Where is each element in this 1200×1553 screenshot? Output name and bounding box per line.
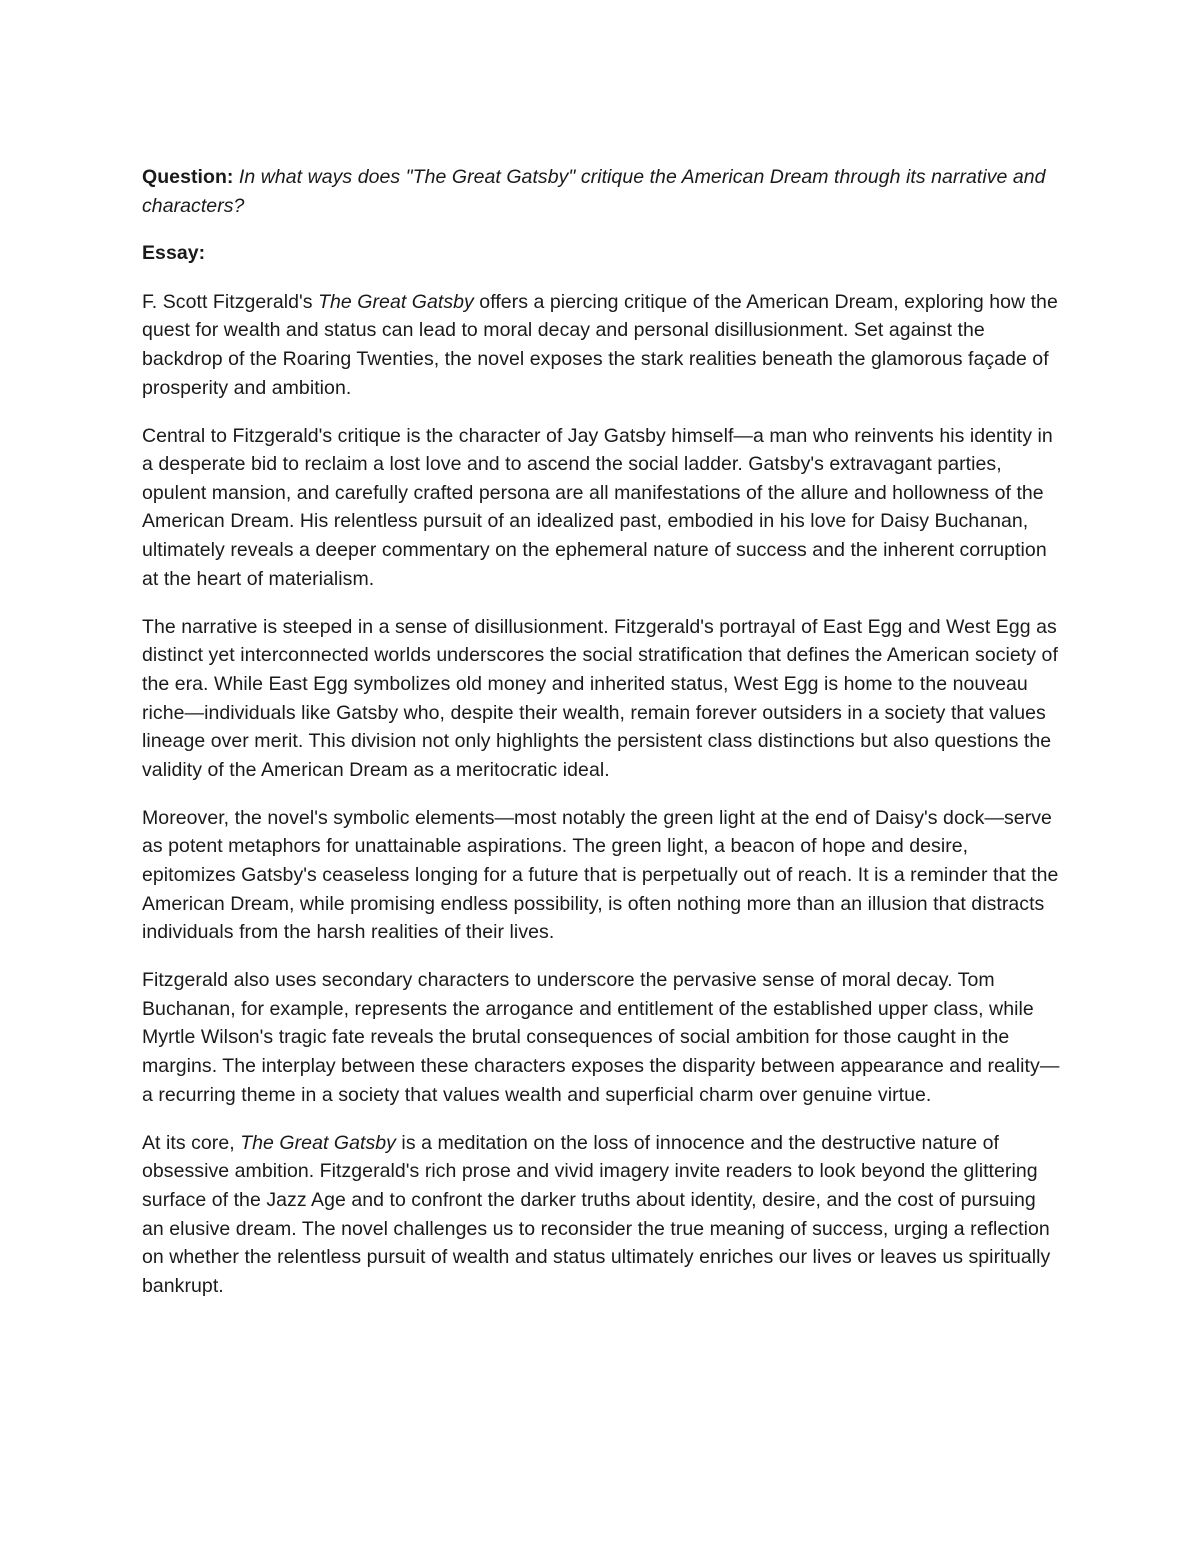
question: [142, 163, 1060, 220]
essay-paragraph-2: Central to Fitzgerald's critique is the character of Jay Gatsby himself—a man who reinvents his identity in a desperate bid to reclaim a lost love and to ascend the social ladder. Gatsby's extravagant parties, opulent mansion, and carefully crafted persona are all manifestations of the allure and hollowness of the American Dream. His relentless pursuit of an idealized past, embodied in his love for Daisy Buchanan, ultimately reveals a deeper commentary on the ephemeral nature of success and the inherent corruption at the heart of materialism.: [142, 424, 1053, 590]
paragraph-text: is a meditation on the loss of innocence and the destructive nature of obsessive ambition. Fitzgerald's rich prose and vivid imagery invite readers to look beyond the glittering surface of the Jazz Age and to confront the darker truths about identity, desire, and the cost of pursuing an elusive dream. The novel challenges us to reconsider the true meaning of success, urging a reflection on whether the relentless pursuit of wealth and status ultimately enriches our lives or leaves us spiritually bankrupt.: [142, 1131, 1051, 1297]
question-label: Question:: [142, 166, 234, 188]
essay-paragraph-1: [142, 288, 1060, 402]
book-title: The Great Gatsby: [318, 290, 474, 313]
essay-paragraph-4: Moreover, the novel's symbolic elements—most notably the green light at the end of Daisy's dock—serve as potent metaphors for unattainable aspirations. The green light, a beacon of hope and desire, epitomizes Gatsby's ceaseless longing for a future that is perpetually out of reach. It is a reminder that the American Dream, while promising endless possibility, is often nothing more than an illusion that distracts individuals from the harsh realities of their lives.: [142, 806, 1059, 944]
paragraph-text: offers a piercing critique of the American Dream, exploring how the quest for wealth and status can lead to moral decay and personal disillusionment. Set against the backdrop of the Roaring Twenties, the novel exposes the stark realities beneath the glamorous façade of prosperity and ambition.: [142, 290, 1058, 399]
book-title: The Great Gatsby: [240, 1131, 396, 1154]
document-page: [142, 163, 1060, 1320]
paragraph-text: F. Scott Fitzgerald's: [142, 290, 319, 313]
essay-heading: Essay:: [142, 242, 206, 265]
essay-paragraph-5: Fitzgerald also uses secondary characters to underscore the pervasive sense of moral decay. Tom Buchanan, for example, represents the arrogance and entitlement of the established upper class, while Myrtle Wilson's tragic fate reveals the brutal consequences of social ambition for those caught in the margins. The interplay between these characters exposes the disparity between appearance and reality—a recurring theme in a society that values wealth and superficial charm over genuine virtue.: [142, 969, 1060, 1106]
question-text: In what ways does "The Great Gatsby" critique the American Dream through its narrative and characters?: [142, 166, 1046, 217]
essay-paragraph-3: The narrative is steeped in a sense of disillusionment. Fitzgerald's portrayal of East Egg and West Egg as distinct yet interconnected worlds underscores the social stratification that defines the American society of the era. While East Egg symbolizes old money and inherited status, West Egg is home to the nouveau riche—individuals like Gatsby who, despite their wealth, remain forever outsiders in a society that values lineage over merit. This division not only highlights the persistent class distinctions but also questions the validity of the American Dream as a meritocratic ideal.: [142, 615, 1058, 781]
essay-paragraph-6: [142, 1129, 1060, 1301]
paragraph-text: At its core,: [142, 1131, 241, 1154]
